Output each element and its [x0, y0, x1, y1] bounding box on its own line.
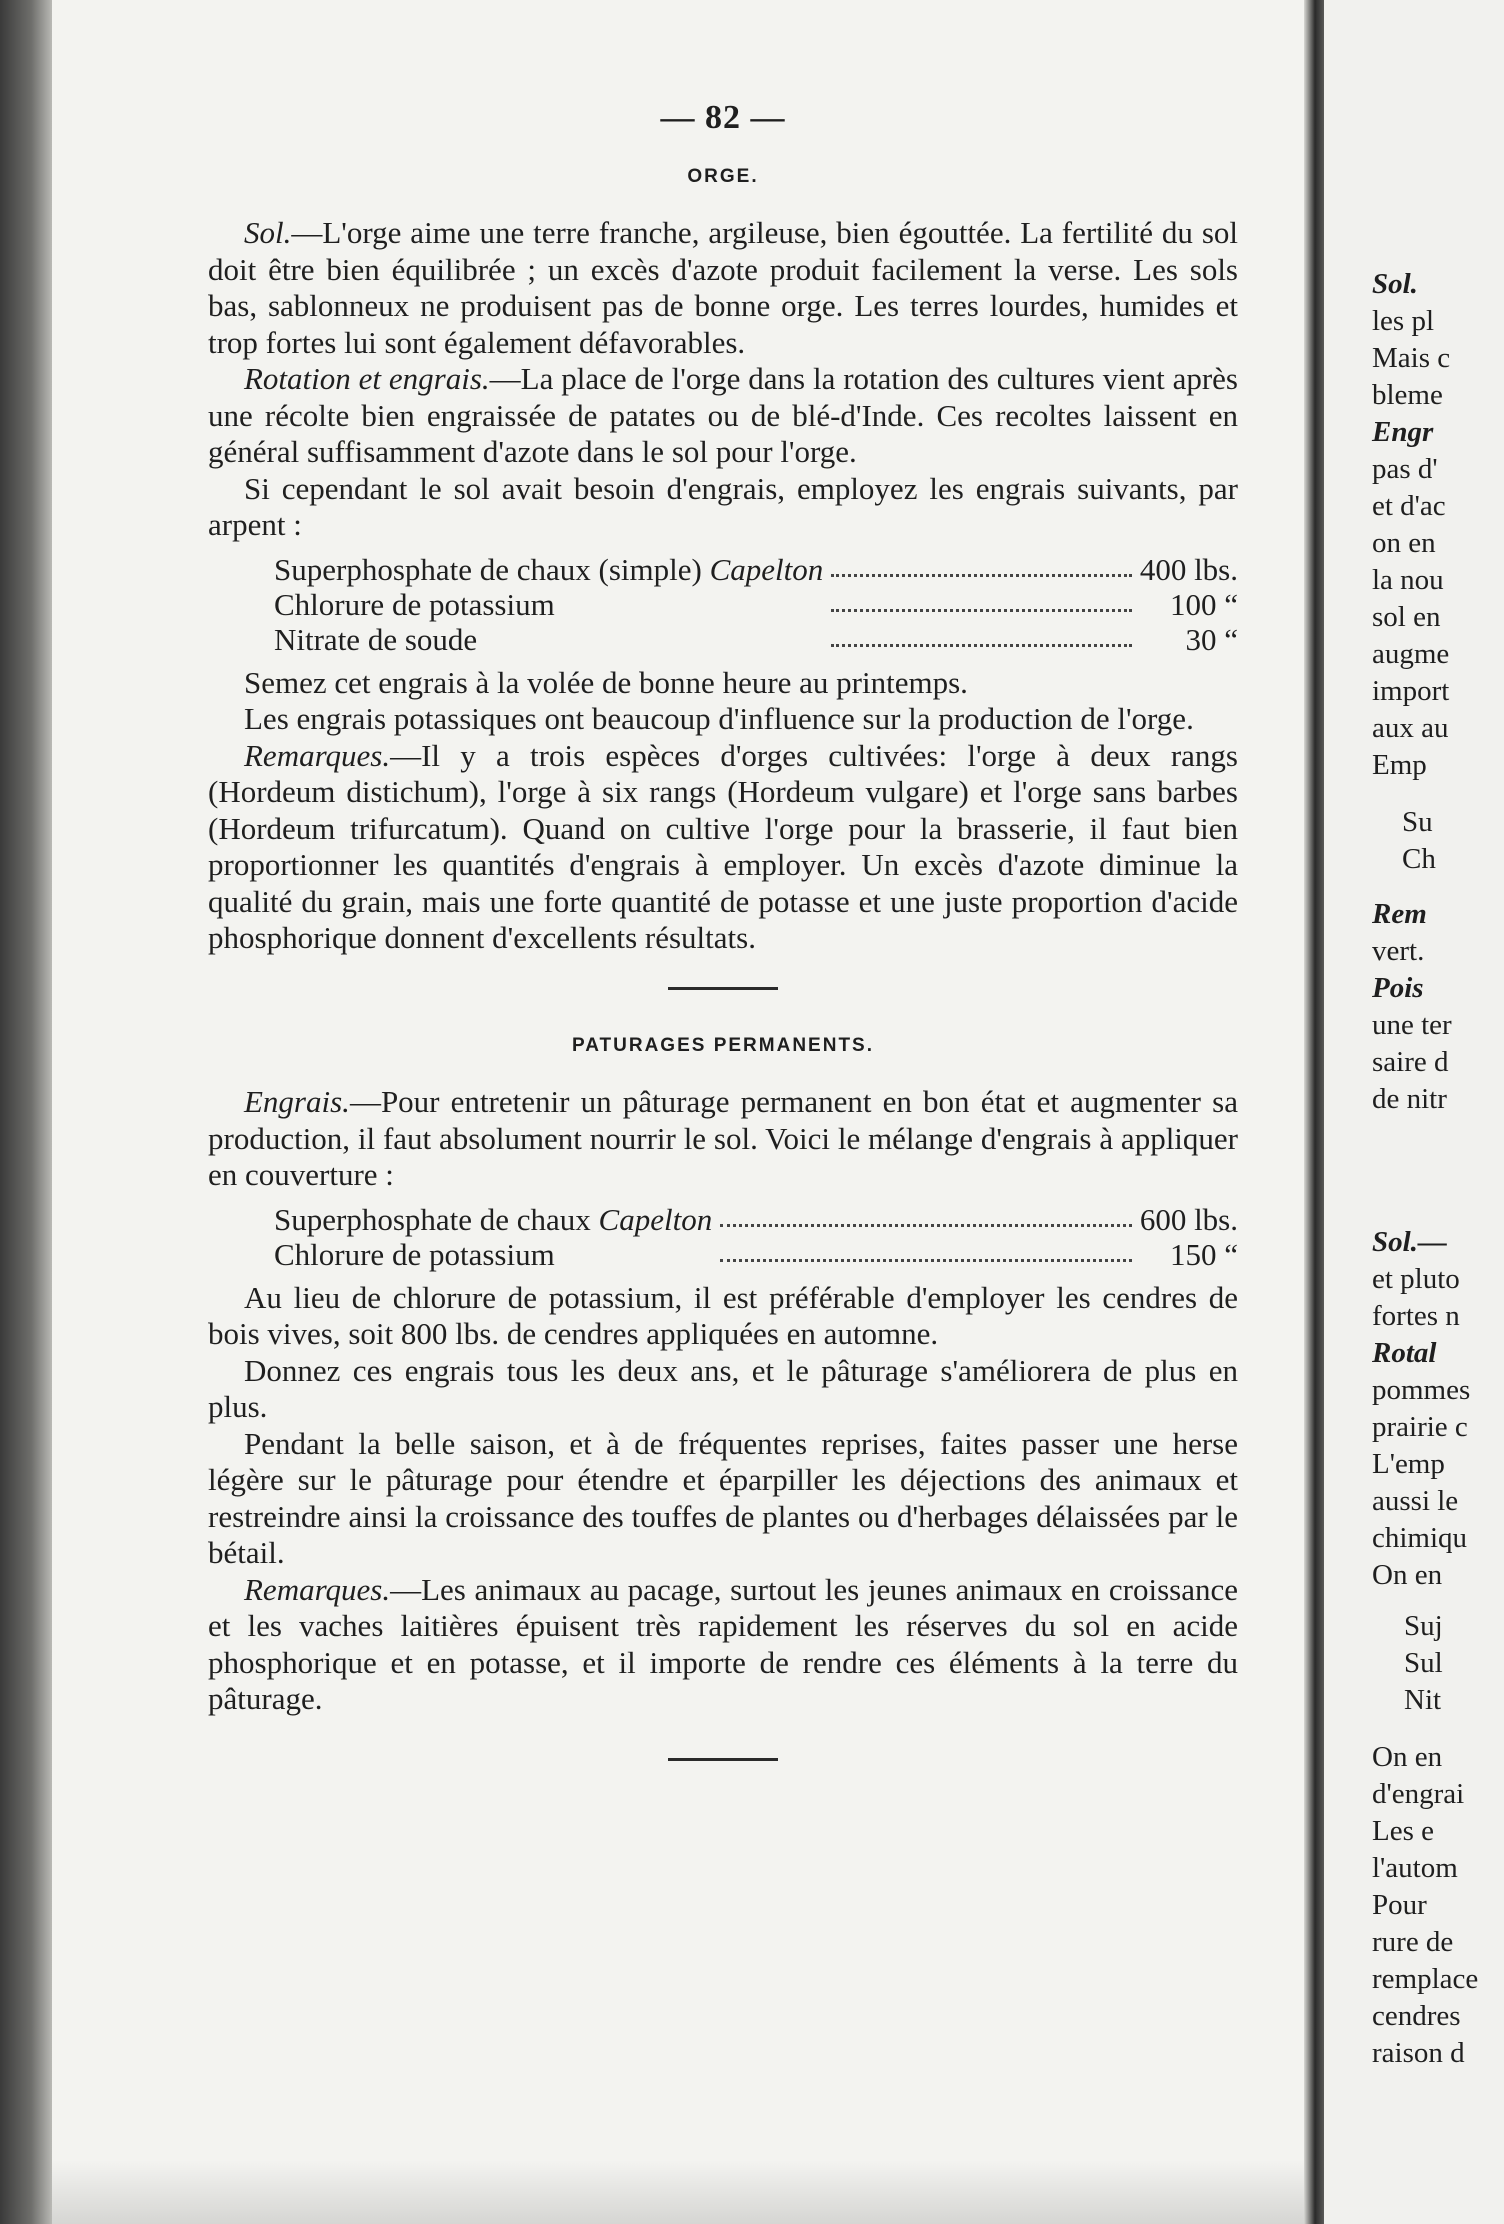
recipe-quantity: 150 “ — [1169, 1236, 1238, 1272]
facing-line: vert. — [1372, 935, 1425, 967]
paragraph-text: Les engrais potassiques ont beaucoup d'influence sur la production de l'orge. — [244, 701, 1194, 736]
facing-line: bleme — [1372, 379, 1443, 411]
recipe-brand: Capelton — [598, 1201, 713, 1237]
facing-line: raison d — [1372, 2037, 1465, 2069]
facing-line: de nitr — [1372, 1083, 1447, 1115]
facing-line: Les e — [1372, 1815, 1434, 1847]
paragraph-text: —La place de l'orge dans la rotation des cultures vient après une récolte bien engraissée de patates ou de blé-d'Inde. Ces recoltes laissent en général suffisamment d'azote dans le sol pour l'orge. — [208, 361, 1239, 469]
facing-line: Pois — [1372, 972, 1424, 1004]
section-paturages — [208, 1028, 1238, 1718]
facing-line: une ter — [1372, 1009, 1452, 1041]
section-heading: ORGE. — [687, 165, 759, 187]
facing-line: import — [1372, 675, 1450, 707]
recipe-row — [274, 587, 1238, 622]
facing-line: Sol.— — [1372, 1226, 1447, 1258]
facing-line: Pour — [1372, 1889, 1427, 1921]
dot-leader — [831, 644, 1132, 647]
recipe-quantity: 30 “ — [1185, 621, 1238, 657]
paragraph — [208, 1280, 1238, 1353]
facing-line: et d'ac — [1372, 490, 1446, 522]
facing-line: l'autom — [1372, 1852, 1458, 1884]
recipe-item: Chlorure de potassium — [274, 586, 555, 622]
facing-line: remplace — [1372, 1963, 1479, 1995]
paragraph-text: —Pour entretenir un pâturage permanent en bon état et augmenter sa production, il faut absolument nourrir le sol. Voici le mélange d'engrais à appliquer en couverture : — [208, 1084, 1238, 1192]
recipe-item: Superphosphate de chaux — [274, 1201, 591, 1237]
recipe-item: Nitrate de soude — [274, 621, 478, 657]
facing-line: rure de — [1372, 1926, 1454, 1958]
section-heading: PATURAGES PERMANENTS. — [571, 1034, 875, 1056]
paragraph-text: —L'orge aime une terre franche, argileuse, bien égouttée. La fertilité du sol doit être bien équilibrée ; un excès d'azote produit facilement la verse. Les sols bas, sablonneux ne produisent pas de bonne orge. Les terres lourdes, humides et trop fortes lui sont également défavorables. — [208, 215, 1238, 360]
facing-line: d'engrai — [1372, 1778, 1465, 1810]
facing-line: aux au — [1372, 712, 1449, 744]
recipe-row — [274, 1237, 1238, 1272]
page-number: — 82 — — [660, 99, 786, 136]
recipe-quantity: 400 lbs. — [1139, 551, 1238, 587]
paragraph-text: —Il y a trois espèces d'orges cultivées: l'orge à deux rangs (Hordeum distichum), l'orge à six rangs (Hordeum vulgare) et l'orge sans barbes (Hordeum trifurcatum). Quand on cultive l'orge pour la brasserie, il faut bien proportionner les quantités d'engrais à employer. Un excès d'azote diminue la qualité du grain, mais une forte quantité de potasse et une juste proportion d'acide phosphorique donnent d'excellents résultats. — [208, 737, 1238, 955]
facing-line: sol en — [1372, 601, 1441, 633]
paragraph — [208, 215, 1238, 361]
facing-line: cendres — [1372, 2000, 1461, 2032]
recipe-row — [274, 622, 1238, 657]
facing-line: Emp — [1372, 749, 1427, 781]
facing-line: Sul — [1404, 1647, 1443, 1679]
recipe-quantity: 600 lbs. — [1139, 1201, 1238, 1237]
recipe-quantity: 100 “ — [1169, 586, 1238, 622]
facing-line: L'emp — [1372, 1448, 1445, 1480]
facing-line: augme — [1372, 638, 1450, 670]
paragraph — [208, 471, 1238, 544]
facing-line: On en — [1372, 1741, 1443, 1773]
run-in-head: Remarques. — [244, 1571, 391, 1607]
facing-line: la nou — [1372, 564, 1444, 596]
recipe-item: Superphosphate de chaux (simple) — [274, 551, 702, 587]
dot-leader — [831, 574, 1132, 577]
facing-line: Ch — [1402, 843, 1436, 875]
paragraph — [208, 738, 1238, 957]
facing-line: Nit — [1404, 1684, 1442, 1716]
page-shadow — [52, 2160, 1304, 2224]
facing-line: les pl — [1372, 305, 1435, 337]
section-orge — [208, 159, 1238, 957]
facing-line: Suj — [1404, 1610, 1443, 1642]
facing-line: aussi le — [1372, 1485, 1459, 1517]
paragraph-text: —Les animaux au pacage, surtout les jeunes animaux en croissance et les vaches laitières épuisent très rapidement les réserves du sol en acide phosphorique et en potasse, et il importe de rendre ces éléments à la terre du pâturage. — [208, 1571, 1238, 1716]
paragraph — [208, 1353, 1238, 1426]
facing-line: chimiqu — [1372, 1522, 1468, 1554]
paragraph — [208, 361, 1238, 471]
facing-line: Sol. — [1372, 268, 1418, 300]
run-in-head: Remarques. — [244, 737, 391, 773]
fertilizer-recipe — [274, 552, 1238, 657]
run-in-head: Sol. — [244, 215, 292, 250]
run-in-head: Engrais. — [244, 1084, 350, 1119]
paragraph-text: Pendant la belle saison, et à de fréquentes reprises, faites passer une herse légère sur le pâturage pour étendre et éparpiller les déjections des animaux et restreindre ainsi la croissance des touffes de plantes ou d'herbages délaissées par le bétail. — [208, 1425, 1238, 1570]
recipe-item: Chlorure de potassium — [274, 1236, 555, 1272]
paragraph — [208, 1426, 1238, 1572]
paragraph — [208, 1572, 1238, 1718]
page-content — [208, 100, 1238, 1761]
fertilizer-recipe — [274, 1202, 1238, 1272]
facing-line: saire d — [1372, 1046, 1449, 1078]
run-in-head: Rotation et engrais. — [244, 361, 490, 396]
dot-leader — [831, 609, 1132, 612]
paragraph-text: Donnez ces engrais tous les deux ans, et le pâturage s'améliorera de plus en plus. — [208, 1352, 1238, 1424]
facing-line: Rotal — [1372, 1337, 1437, 1369]
paragraph — [208, 665, 1238, 702]
section-divider — [668, 987, 778, 990]
recipe-brand: Capelton — [709, 551, 824, 587]
facing-line: prairie c — [1372, 1411, 1468, 1443]
end-divider — [668, 1758, 778, 1761]
facing-line: on en — [1372, 527, 1436, 559]
dot-leader — [720, 1259, 1132, 1262]
binding-edge — [0, 0, 52, 2224]
facing-line: Mais c — [1372, 342, 1451, 374]
page-fold — [1304, 0, 1324, 2224]
recipe-row — [274, 1202, 1238, 1237]
paragraph-text: Au lieu de chlorure de potassium, il est préférable d'employer les cendres de bois vives, soit 800 lbs. de cendres appliquées en automne. — [208, 1279, 1238, 1351]
facing-line: Engr — [1372, 416, 1434, 448]
facing-line: fortes n — [1372, 1300, 1460, 1332]
facing-line: Su — [1402, 806, 1433, 838]
facing-line: pommes — [1372, 1374, 1471, 1406]
facing-line: pas d' — [1372, 453, 1438, 485]
facing-line: et pluto — [1372, 1263, 1460, 1295]
paragraph-text: Semez cet engrais à la volée de bonne heure au printemps. — [244, 664, 968, 700]
facing-line: On en — [1372, 1559, 1443, 1591]
facing-line: Rem — [1372, 898, 1427, 930]
dot-leader — [720, 1224, 1132, 1227]
recipe-row — [274, 552, 1238, 587]
paragraph-text: Si cependant le sol avait besoin d'engrais, employez les engrais suivants, par arpent : — [208, 470, 1238, 542]
paragraph — [208, 1084, 1238, 1194]
paragraph — [208, 701, 1238, 738]
